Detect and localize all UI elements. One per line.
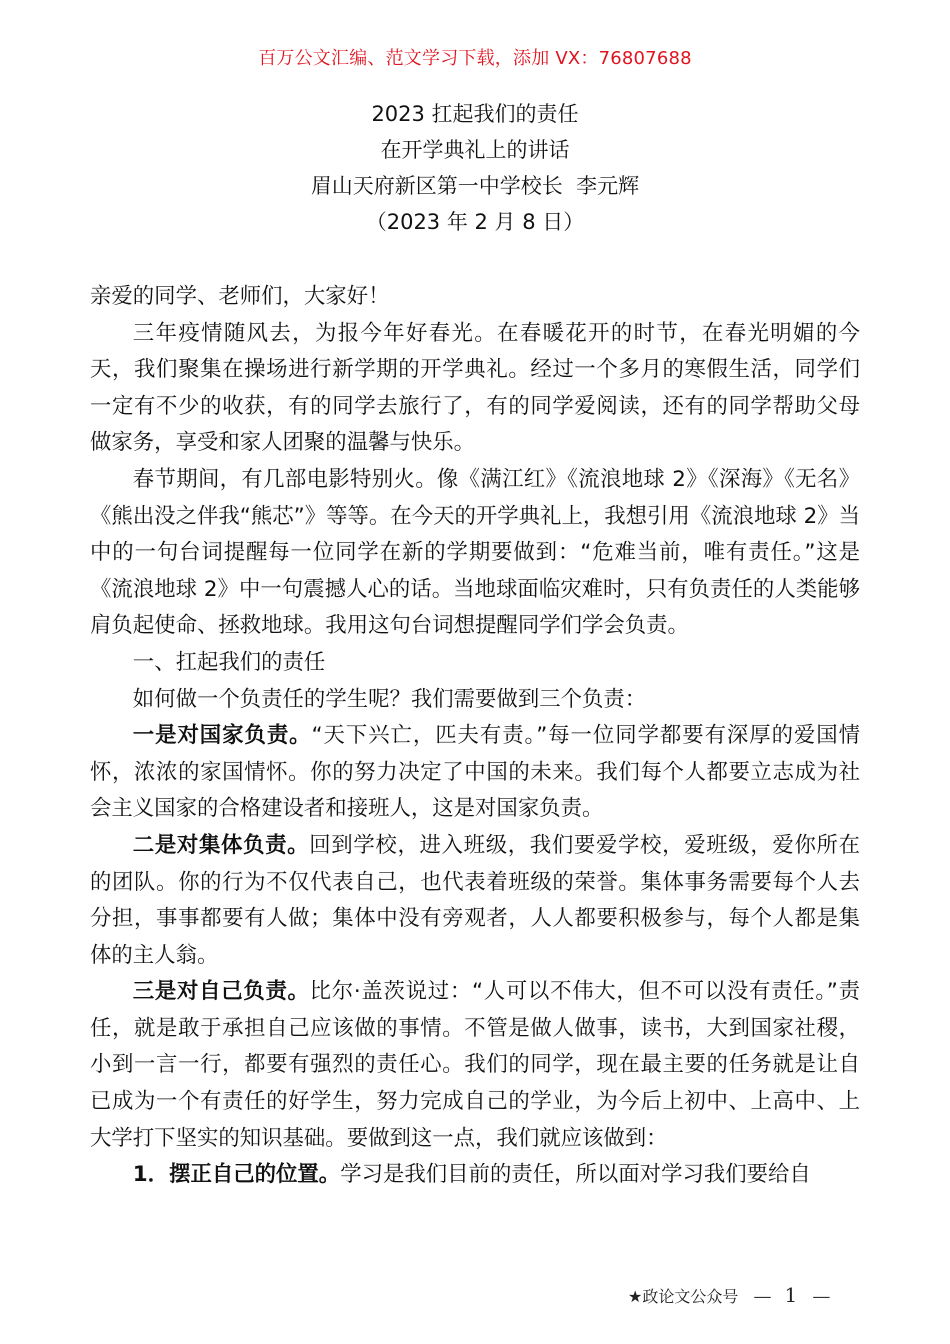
paragraph-self [90,974,860,1157]
footer-source: ★政论文公众号 [628,1287,739,1306]
document-title: 2023 扛起我们的责任 [371,102,579,126]
page-footer [628,1282,830,1310]
watermark-banner: 百万公文汇编、范文学习下载，添加 VX：76807688 [258,48,692,69]
point-3-heading: 三是对自己负责。 [132,979,310,1005]
subpoint-1-text: 学习是我们目前的责任，所以面对学习我们要给自 [340,1162,811,1188]
document-title-block [0,96,950,240]
paragraph-collective [90,828,860,974]
point-2-heading: 二是对集体负责。 [132,832,310,858]
document-date: （2023 年 2 月 8 日） [365,210,585,234]
paragraph-intro: 三年疫情随风去，为报今年好春光。在春暖花开的时节，在春光明媚的今天，我们聚集在操场进行新学期的开学典礼。经过一个多月的寒假生活，同学们一定有不少的收获，有的同学去旅行了，有的同学爱阅读，还有的同学帮助父母做家务，享受和家人团聚的温馨与快乐。 [90,320,860,456]
point-3-text: 比尔·盖茨说过：“人可以不伟大，但不可以没有责任。”责任，就是敢于承担自己应该做的事情。不管是做人做事，读书，大到国家社稷，小到一言一行，都要有强烈的责任心。我们的同学，现在最主要的任务就是让自已成为一个有责任的好学生，努力完成自己的学业，为今后上初中、上高中、上大学打下坚实的知识基础。要做到这一点，我们就应该做到： [90,979,860,1151]
greeting: 亲爱的同学、老师们，大家好！ [90,284,390,309]
paragraph-country [90,718,860,828]
footer-dash-left: — [753,1286,772,1307]
point-2-text: 回到学校，进入班级，我们要爱学校，爱班级，爱你所在的团队。你的行为不仅代表自己，也代表着班级的荣誉。集体事务需要每个人去分担，事事都要有人做；集体中没有旁观者，人人都要积极参与，每个人都是集体的主人翁。 [90,832,860,968]
document-body [90,279,860,1194]
point-1-text: “天下兴亡，匹夫有责。”每一位同学都要有深厚的爱国情怀，浓浓的家国情怀。你的努力决定了中国的未来。我们每个人都要立志成为社会主义国家的合格建设者和接班人，这是对国家负责。 [90,723,860,822]
paragraph-question: 如何做一个负责任的学生呢？我们需要做到三个负责： [132,686,647,712]
paragraph-movies: 春节期间，有几部电影特别火。像《满江红》《流浪地球 2》《深海》《无名》《熊出没之伴我“熊芯”》等等。在今天的开学典礼上，我想引用《流浪地球 2》当中的一句台词提醒每一位同学在新的学期要做到：“危难当前，唯有责任。”这是《流浪地球 2》中一句震撼人心的话。当地球面临灾难时，只有负责任的人类能够肩负起使命、拯救地球。我用这句台词想提醒同学们学会负责。 [90,466,860,639]
point-1-heading: 一是对国家负责。 [132,723,312,749]
section-heading-1: 一、扛起我们的责任 [132,649,326,675]
document-subtitle: 在开学典礼上的讲话 [380,138,570,162]
document-author: 眉山天府新区第一中学校长 李元辉 [310,174,640,198]
paragraph-position [90,1157,860,1194]
subpoint-1-heading: 1．摆正自己的位置。 [132,1162,341,1188]
footer-dash-right: — [812,1286,831,1307]
page-number: 1 [784,1283,798,1307]
